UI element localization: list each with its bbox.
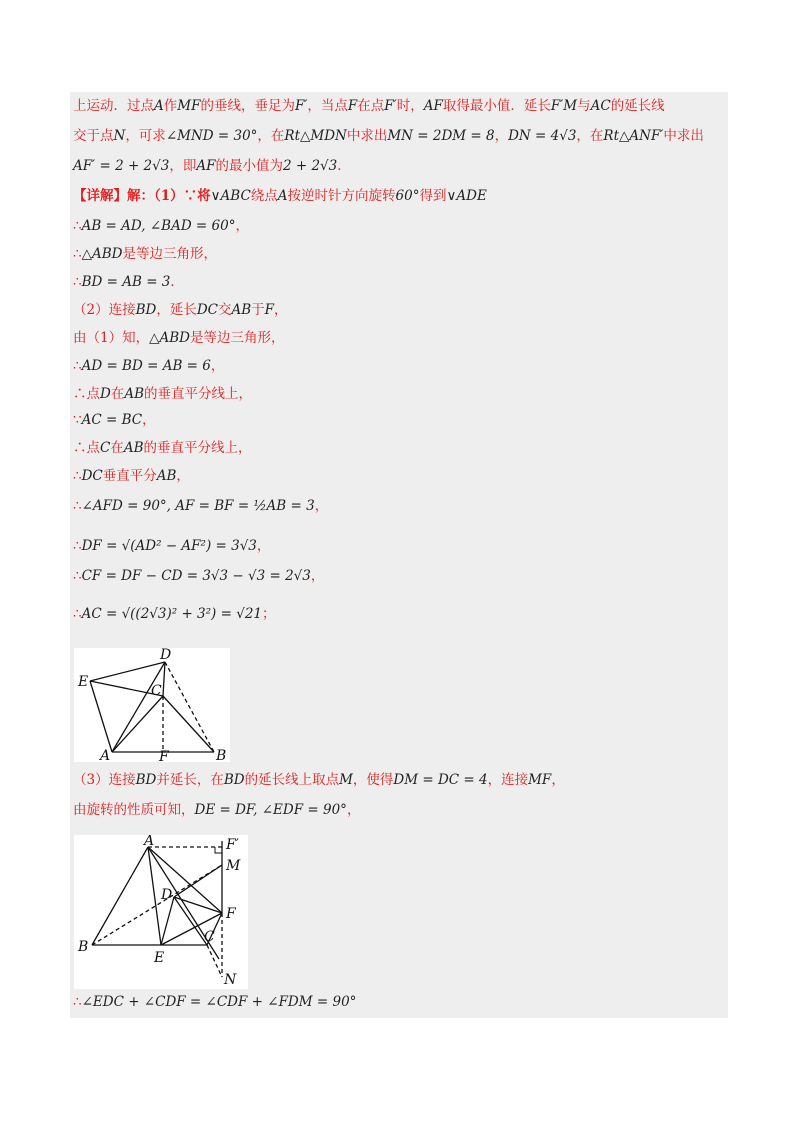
line-text: ，即: [169, 158, 197, 174]
math-expression: AF: [196, 158, 216, 174]
math-expression: MF: [528, 772, 552, 788]
line-AD: [112, 662, 165, 752]
line-text: 由（1）知，: [73, 330, 150, 346]
line-text: 垂直平分: [102, 468, 157, 484]
line-text: 的垂直平分线上，: [144, 386, 252, 402]
label-F: F: [226, 906, 236, 922]
line-CN-dashed: [207, 945, 222, 977]
line-text: 【详解】解：（1）∵将: [73, 188, 211, 204]
math-expression: F: [347, 98, 358, 114]
line-text: 在点: [357, 98, 385, 114]
math-expression: AB: [123, 440, 144, 456]
solution-line: [73, 566, 724, 586]
solution-line: [73, 96, 724, 116]
line-text: ，当点: [307, 98, 348, 114]
line-text: ．: [337, 158, 351, 174]
solution-line: [73, 536, 724, 556]
math-expression: ∨ABC: [210, 188, 251, 204]
line-text: 时，: [396, 98, 424, 114]
label-C: C: [151, 683, 162, 699]
math-expression: DC: [196, 302, 218, 318]
line-text: ，: [494, 128, 509, 144]
line-text: 是等边三角形，: [122, 246, 217, 262]
line-text: 得到: [419, 188, 447, 204]
label-E: E: [78, 674, 89, 690]
math-expression: DE = DF, ∠EDF = 90°: [194, 802, 347, 818]
line-text: 上运动．过点: [73, 98, 154, 114]
math-expression: CF = DF − CD = 3√3 − √3 = 2√3: [81, 568, 311, 584]
label-F: F: [159, 749, 169, 762]
math-expression: AB: [156, 468, 177, 484]
line-text: ∴: [73, 568, 82, 584]
line-text: ∴: [73, 538, 82, 554]
math-expression: ∠MND = 30°: [165, 128, 258, 144]
math-expression: AF: [423, 98, 443, 114]
math-expression: BD: [223, 772, 245, 788]
solution-line: [73, 438, 724, 458]
line-text: ，使得: [352, 772, 394, 788]
line-text: 绕点: [250, 188, 278, 204]
math-expression: AC = √((2√3)² + 3²) = √21: [81, 606, 262, 622]
math-expression: F: [264, 302, 275, 318]
solution-line: [73, 496, 724, 516]
line-text: ，连接: [487, 772, 529, 788]
line-text: ∴: [73, 498, 82, 514]
figure-equilateral-triangle: [74, 648, 230, 762]
label-N: N: [224, 972, 237, 988]
line-DE: [161, 897, 174, 945]
solution-line: [73, 156, 724, 176]
line-AB: [92, 847, 148, 945]
label-B: B: [78, 939, 89, 955]
solution-line: [73, 300, 724, 320]
line-DC: [174, 897, 207, 945]
line-text: ，延长: [156, 302, 197, 318]
line-text: ∴: [73, 358, 82, 374]
label-M: M: [226, 858, 241, 874]
line-text: ，: [176, 468, 190, 484]
label-E: E: [154, 950, 165, 966]
line-DF: [174, 897, 222, 913]
math-expression: AF′ = 2 + 2√3: [73, 158, 170, 174]
math-expression: ∠AFD = 90°, AF = BF = ½AB = 3: [81, 498, 315, 514]
solution-line: [73, 216, 724, 236]
line-text: （2）连接: [73, 302, 136, 318]
line-text: ，: [235, 218, 249, 234]
line-text: 的最小值为: [215, 158, 283, 174]
line-text: ，: [256, 538, 271, 554]
math-expression: BD: [135, 302, 157, 318]
label-C: C: [204, 929, 215, 945]
line-text: 中求出: [346, 128, 388, 144]
math-expression: AC = BC: [81, 412, 143, 428]
math-expression: F′: [294, 98, 308, 114]
line-text: ；: [262, 606, 276, 622]
line-AC: [112, 696, 163, 752]
line-text: ，: [142, 412, 156, 428]
math-expression: F′: [384, 98, 397, 114]
line-text: ∴: [73, 994, 82, 1010]
solution-line: [73, 328, 724, 348]
solution-line: [73, 244, 724, 264]
math-expression: M: [339, 772, 353, 788]
line-text: ，可求: [125, 128, 166, 144]
solution-line: [73, 800, 724, 820]
figure1-svg: [74, 648, 230, 762]
label-A: A: [144, 835, 155, 849]
solution-line: [73, 384, 724, 404]
label-D: D: [161, 887, 173, 903]
line-text: ∴: [73, 468, 82, 484]
line-text: （3）连接: [73, 772, 136, 788]
math-expression: A: [154, 98, 164, 114]
line-text: 按逆时针方向旋转: [287, 188, 396, 204]
line-text: 中求出: [663, 128, 704, 144]
label-D: D: [160, 648, 172, 663]
line-text: 取得最小值．延长: [442, 98, 551, 114]
line-text: 并延长，在: [156, 772, 224, 788]
line-AE: [148, 847, 161, 945]
line-DC: [163, 662, 165, 696]
line-text: 在: [110, 386, 125, 402]
solution-line: [73, 356, 724, 376]
math-expression: DN = 4√3: [508, 128, 577, 144]
label-A: A: [100, 748, 111, 762]
math-expression: AB = AD, ∠BAD = 60°: [81, 218, 236, 234]
math-expression: D: [100, 386, 111, 402]
solution-line: [73, 410, 724, 430]
line-text: 与: [577, 98, 591, 114]
math-expression: ∨ADE: [446, 188, 487, 204]
line-ED: [90, 662, 165, 681]
math-expression: DF = √(AD² − AF²) = 3√3: [81, 538, 257, 554]
line-text: ．: [170, 274, 184, 290]
solution-line: [73, 770, 724, 790]
line-text: ，在: [257, 128, 285, 144]
math-expression: AB: [124, 386, 144, 402]
math-expression: MN = 2DM = 8: [387, 128, 495, 144]
math-expression: A: [277, 188, 288, 204]
line-text: 作: [163, 98, 178, 114]
math-expression: AD = BD = AB = 6: [81, 358, 211, 374]
line-text: 交: [218, 302, 232, 318]
line-text: 由旋转的性质可知，: [73, 802, 195, 818]
math-expression: AC: [590, 98, 611, 114]
line-text: 的延长线上取点: [244, 772, 340, 788]
line-text: ∴点: [73, 386, 100, 402]
math-expression: BD = AB = 3: [81, 274, 171, 290]
solution-line: [73, 604, 724, 624]
line-text: ，在: [576, 128, 604, 144]
line-text: ∴点: [73, 440, 100, 456]
math-expression: MF: [177, 98, 201, 114]
math-expression: 2 + 2√3: [282, 158, 338, 174]
solution-line: [73, 992, 724, 1012]
line-text: ，: [314, 498, 329, 514]
line-text: ∵: [73, 412, 82, 428]
line-text: ∴: [73, 606, 82, 622]
figure-rotation-construction: [74, 835, 248, 989]
math-expression: AB: [231, 302, 252, 318]
line-text: ∴: [73, 274, 82, 290]
math-expression: DC: [81, 468, 103, 484]
line-EA: [90, 681, 112, 752]
line-CB: [163, 696, 214, 752]
math-expression: DM = DC = 4: [393, 772, 488, 788]
label-B: B: [216, 748, 227, 762]
line-text: 交于点: [73, 128, 114, 144]
line-text: ，: [310, 568, 325, 584]
solution-line: [73, 186, 724, 206]
math-expression: F′M: [550, 98, 578, 114]
line-text: 是等边三角形，: [189, 330, 285, 346]
line-text: 的垂直平分线上，: [143, 440, 252, 456]
figure2-svg: [74, 835, 248, 989]
solution-line: [73, 126, 724, 146]
line-text: ，: [346, 802, 361, 818]
math-expression: Rt△ANF′: [603, 128, 664, 144]
math-expression: BD: [135, 772, 157, 788]
solution-line: [73, 272, 724, 292]
math-expression: 60°: [395, 188, 420, 204]
math-expression: ∠EDC + ∠CDF = ∠CDF + ∠FDM = 90°: [81, 994, 357, 1010]
line-text: 在: [110, 440, 124, 456]
line-text: 于: [251, 302, 265, 318]
line-text: ∴: [73, 218, 82, 234]
right-angle-mark: [215, 847, 222, 853]
line-text: ，: [274, 302, 288, 318]
line-text: ∴: [73, 246, 82, 262]
line-text: ，: [551, 772, 565, 788]
line-text: 的延长线: [610, 98, 665, 114]
line-text: 的垂线，垂足为: [200, 98, 295, 114]
solution-line: [73, 466, 724, 486]
math-expression: △ABD: [149, 330, 190, 346]
label-Fprime: F′: [226, 837, 239, 853]
math-expression: △ABD: [81, 246, 123, 262]
solution-panel: [70, 92, 728, 1018]
math-expression: C: [100, 440, 111, 456]
line-text: ，: [210, 358, 225, 374]
math-expression: N: [113, 128, 126, 144]
math-expression: Rt△MDN: [284, 128, 347, 144]
